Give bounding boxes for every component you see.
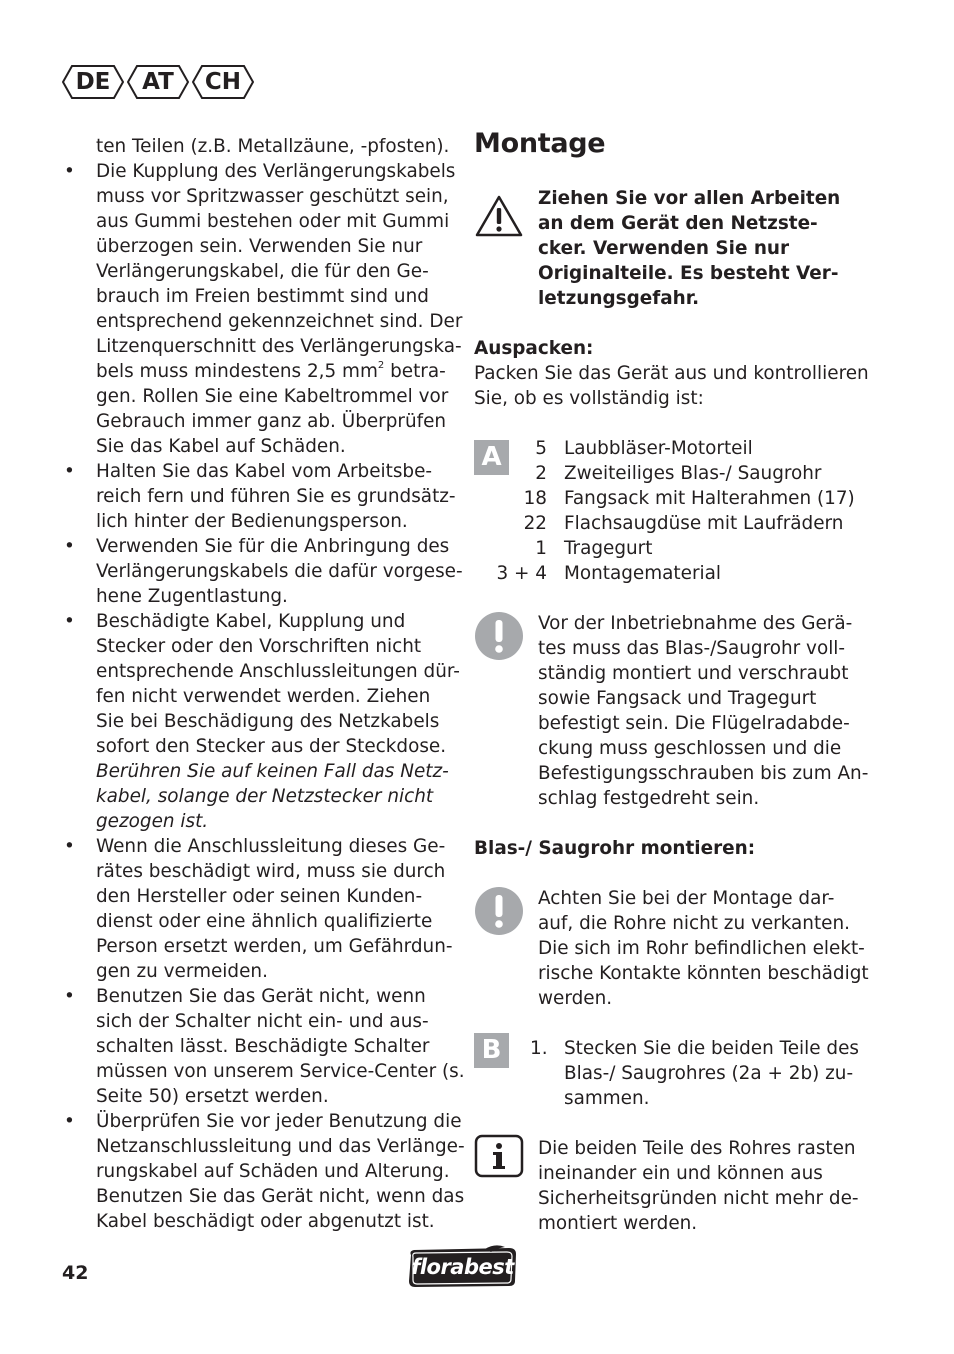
continued-line: ten Teilen (z.B. Metallzäune, -pfosten). — [96, 136, 450, 157]
figure-label-b: B — [474, 1033, 509, 1068]
info-block — [474, 1136, 874, 1236]
exclamation-icon — [474, 886, 524, 943]
step-text: Stecken Sie die beiden Teile des Blas-/ Saugrohres (2a + 2b) zu- sammen. — [564, 1038, 859, 1109]
parts-table — [474, 436, 855, 586]
country-badge-at: AT — [127, 65, 189, 99]
bullet-icon: • — [64, 536, 75, 557]
note-text: Vor der Inbetriebnahme des Gerä- tes muss das Blas-/Saugrohr voll- ständig montiert und verschraubt sowie Fangsack und Tragegurt befestigt sein. Die Flügelradabde- ckung muss geschlossen und die Befestigungsschrauben bis zum An- schlag festgedreht sein. — [538, 613, 869, 809]
bullet-item: • Überprüfen Sie vor jeder Benutzung die Netzanschlussleitung und das Verlänge- rungskabel auf Schäden und Alterung. Benutzen Sie das Gerät nicht, wenn das Kabel beschädigt oder abgenutzt ist. — [64, 1111, 465, 1232]
tube-heading: Blas-/ Saugrohr montieren: — [474, 838, 756, 859]
bullet-item: • Beschädigte Kabel, Kupplung und Stecker oder den Vorschriften nicht entsprechende Anschlussleitungen dür- fen nicht verwendet werden. Ziehen Sie bei Beschädigung des Netzkabels sofort den Stecker aus der Steckdose. Berühren Sie auf keinen Fall das Netz- kabel, solange der Netzstecker nicht gezogen ist. — [64, 611, 460, 832]
table-row: 2 Zweiteiliges Blas-/ Saugrohr — [535, 463, 822, 484]
bullet-item: • Wenn die Anschlussleitung dieses Ge- rätes beschädigt wird, muss sie durch den Hersteller oder seinen Kunden- dienst oder eine ähnlich qualifizierte Person ersetzt werden, um Gefährdun- gen zu vermeiden. — [64, 836, 453, 982]
parts-list — [474, 436, 874, 586]
table-row: 1 Tragegurt — [535, 538, 653, 559]
bullet-item: • Benutzen Sie das Gerät nicht, wenn sich der Schalter nicht ein- und aus- schalten lässt. Beschädigte Schalter müssen von unserem Service-Center (s. Seite 50) ersetzt werden. — [64, 986, 465, 1107]
table-row: 22 Flachsaugdüse mit Laufrädern — [523, 513, 844, 534]
table-row: 5 Laubbläser-Motorteil — [535, 438, 753, 459]
warning-triangle-icon — [474, 194, 524, 245]
bullet-item: • Die Kupplung des Verlängerungskabels muss vor Spritzwasser geschützt sein, aus Gummi bestehen oder mit Gummi überzogen sein. Verwenden Sie nur Verlängerungskabel, die für den Ge- brauch im Freien bestimmt sind und entsprechend gekennzeichnet sind. Der Litzenquerschnitt des Verlängerungska- bels muss mindestens 2,5 $mm^2$ betra- gen. Rollen Sie eine Kabeltrommel vor Gebrauch immer ganz ab. Überprüfen Sie das Kabel auf Schäden. — [64, 161, 463, 457]
warning-block — [474, 186, 874, 311]
info-text: Die beiden Teile des Rohres rasten ineinander ein und können aus Sicherheitsgründen nicht mehr de- montiert werden. — [538, 1138, 859, 1234]
bullet-icon: • — [64, 1111, 75, 1132]
exclamation-icon — [474, 611, 524, 668]
right-column: Montage Ziehen Sie vor allen Arbeiten an dem Gerät den Netzste- cker. Verwenden Sie nur Originalteile. Es besteht Ver- letzungsgefahr. Auspacken: Packen Sie das Gerät aus und kontrollieren Sie, ob es vollständig ist: A 5 Laubbläser-Motorteil 2 Zweiteiliges Blas-/ Saugrohr 18 Fangsack mit Halterahmen (17) 22 Flachsaugdüse mit Laufrädern 1 Tragegurt 3 + 4 Montagematerial Vor der Inbetriebnahme des Gerä- tes muss das Blas-/Saugrohr voll- ständig montiert und verschraubt sowie Fangsack und Tragegurt befestigt sein. Die Flügelradabde- ckung muss geschlossen und die Befestigungsschrauben bis zum An- schlag festgedreht sein. Blas-/ Saugrohr montieren: Achten Sie bei der Montage dar- auf, die Rohre nicht zu verkanten. Die sich im Rohr befindlichen elekt- rische Kontakte könnten beschädigt werden. B 1. Stecken Sie die beiden Teile des Blas-/ Saugrohres (2a + 2b) zu- sammen. Die beiden Teile des Rohres rasten ineinander ein und können aus Sicherheitsgründen nicht mehr de- montiert werden. — [474, 124, 874, 1236]
bullet-icon: • — [64, 986, 75, 1007]
bullet-icon: • — [64, 161, 75, 182]
step-number: 1. — [530, 1038, 548, 1059]
brand-name: florabest — [411, 1255, 514, 1279]
bullet-icon: • — [64, 836, 75, 857]
table-row: 3 + 4 Montagematerial — [496, 563, 722, 584]
country-badge-de: DE — [62, 65, 124, 99]
table-row: 18 Fangsack mit Halterahmen (17) — [523, 488, 855, 509]
bullet-icon: • — [64, 461, 75, 482]
bullet-item: • Halten Sie das Kabel vom Arbeitsbe- reich fern und führen Sie es grundsätz- lich hinter der Bedienungsperson. — [64, 461, 456, 532]
note-block — [474, 611, 874, 811]
section-title: Montage — [474, 128, 606, 159]
bullet-icon: • — [64, 611, 75, 632]
figure-label-a: A — [474, 440, 509, 475]
unpack-heading: Auspacken: — [474, 338, 594, 359]
bullet-item: • Verwenden Sie für die Anbringung des Verlängerungskabels die dafür vorgese- hene Zugentlastung. — [64, 536, 463, 607]
country-badge-ch: CH — [192, 65, 254, 99]
info-icon — [474, 1134, 524, 1185]
step-block — [474, 1036, 874, 1111]
warning-text: Ziehen Sie vor allen Arbeiten an dem Gerät den Netzste- cker. Verwenden Sie nur Originalteile. Es besteht Ver- letzungsgefahr. — [538, 188, 841, 309]
note-block — [474, 886, 874, 1011]
florabest-logo — [405, 1245, 520, 1289]
left-column — [62, 134, 465, 1234]
note-text: Achten Sie bei der Montage dar- auf, die Rohre nicht zu verkanten. Die sich im Rohr befindlichen elekt- rische Kontakte könnten beschädigt werden. — [538, 888, 869, 1009]
page-number: 42 — [62, 1262, 89, 1284]
country-badges — [62, 65, 254, 99]
